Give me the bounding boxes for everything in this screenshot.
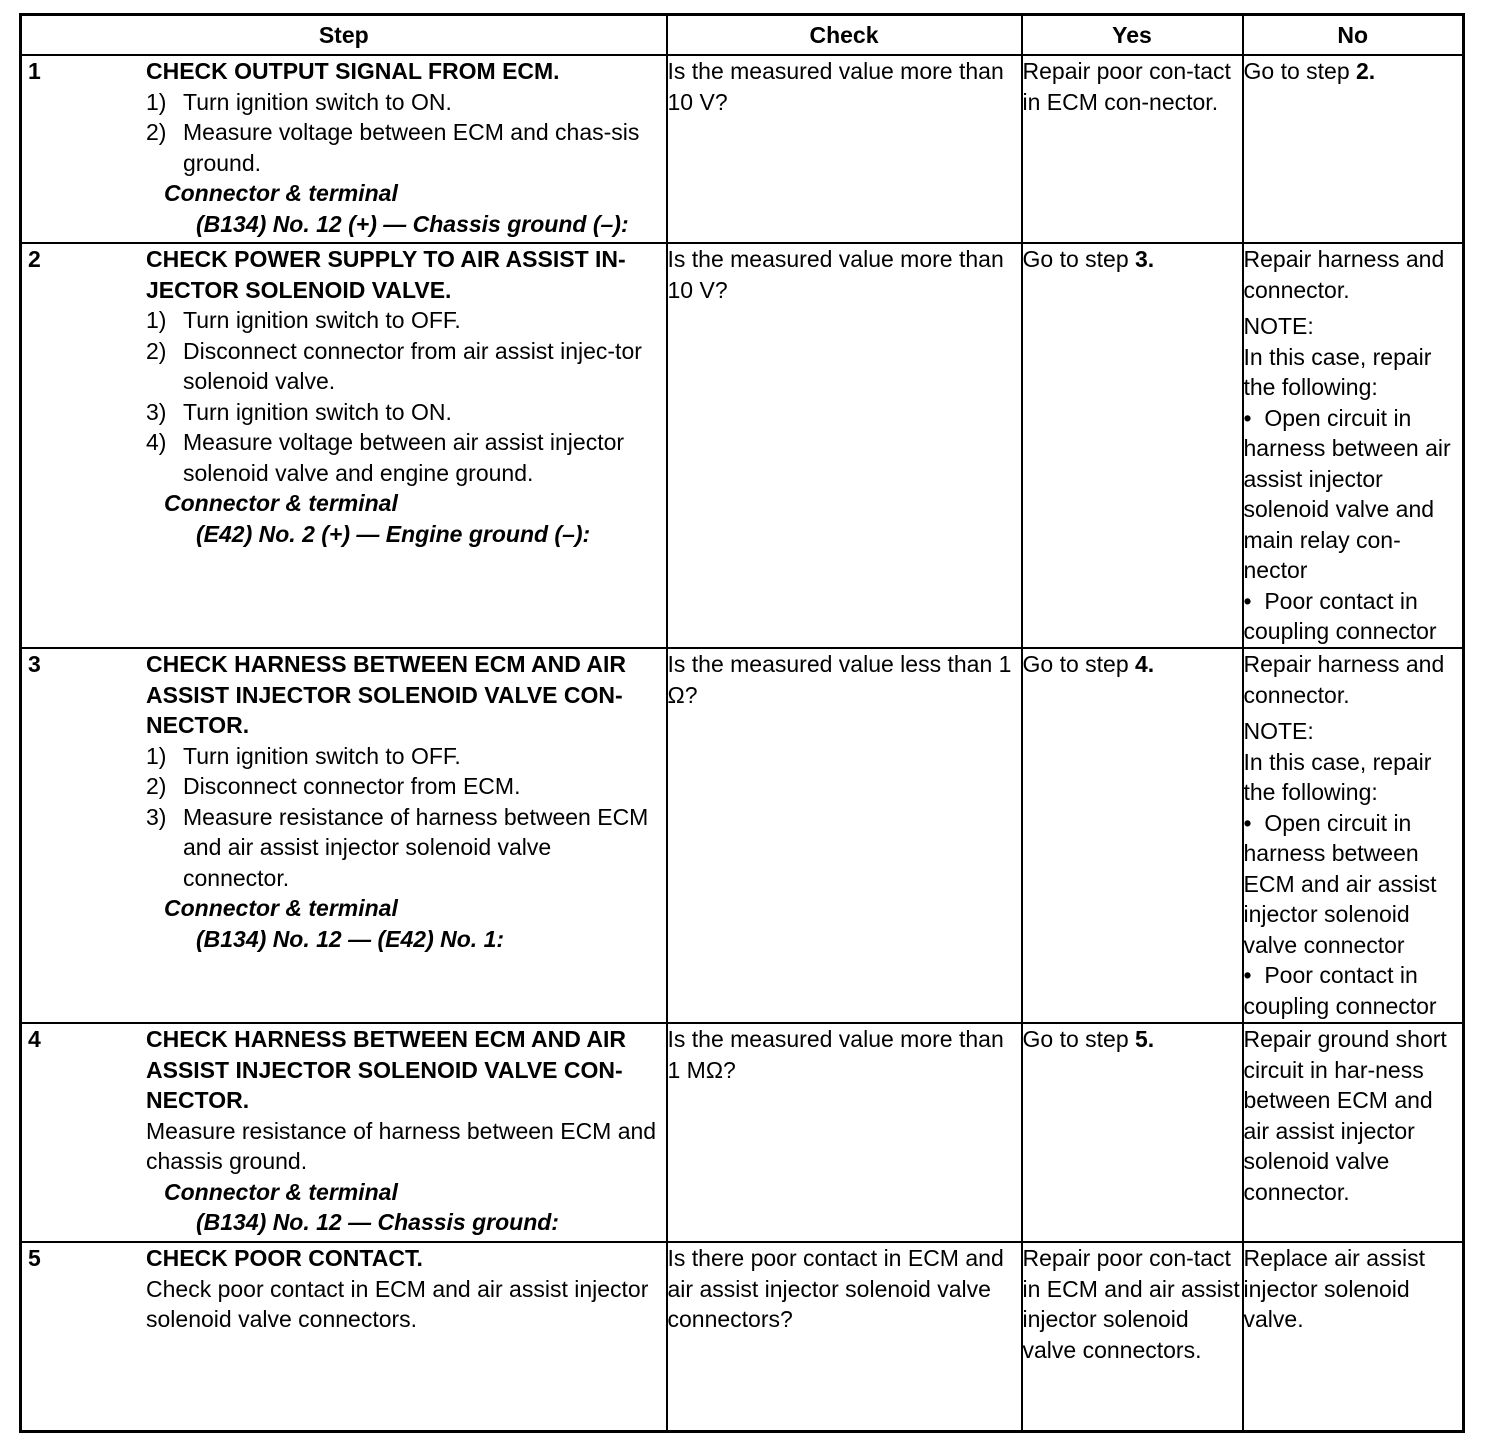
terminal-spec: (E42) No. 2 (+) — Engine ground (–): [196, 520, 591, 547]
step-title: CHECK POOR CONTACT. [146, 1245, 423, 1271]
step-cell [21, 1023, 667, 1242]
connector-label: Connector & terminal [164, 180, 398, 206]
diagnostic-table [19, 13, 1465, 1433]
step-title: CHECK HARNESS BETWEEN ECM AND AIR ASSIST INJECTOR SOLENOID VALVE CON-NECTOR. [146, 1026, 627, 1113]
check-cell: Is the measured value more than 1 MΩ? [667, 1023, 1022, 1242]
terminal-spec: (B134) No. 12 (+) — Chassis ground (–): [196, 210, 629, 237]
bullet-item: • Poor contact in coupling connector [1243, 962, 1437, 1019]
step-cell [21, 55, 667, 243]
step-cell [21, 648, 667, 1023]
header-check: Check [667, 15, 1022, 56]
check-cell: Is the measured value less than 1 Ω? [667, 648, 1022, 1023]
terminal-spec: (B134) No. 12 — Chassis ground: [196, 1209, 559, 1235]
step-number: 3 [28, 651, 41, 677]
check-cell: Is the measured value more than 10 V? [667, 243, 1022, 648]
connector-label: Connector & terminal [164, 895, 398, 921]
list-item: 2) Disconnect connector from air assist injec-tor solenoid valve. [146, 337, 642, 394]
table-row [21, 55, 1464, 243]
check-cell: Is there poor contact in ECM and air assist injector solenoid valve connectors? [667, 1242, 1022, 1431]
step-body: Check poor contact in ECM and air assist injector solenoid valve connectors. [146, 1275, 649, 1332]
list-item: 2) Disconnect connector from ECM. [146, 773, 521, 799]
no-cell: Repair harness and connector. NOTE: In this case, repair the following: • Open circuit in harness between ECM and air assist injector solenoid valve connector • Poor contact in coupling connector [1243, 648, 1464, 1023]
list-item: 3) Measure resistance of harness between ECM and air assist injector solenoid valve connector. [146, 803, 649, 891]
yes-cell: Go to step 3. [1022, 243, 1243, 648]
check-cell: Is the measured value more than 10 V? [667, 55, 1022, 243]
no-cell: Go to step 2. [1243, 55, 1464, 243]
list-item: 3) Turn ignition switch to ON. [146, 398, 452, 425]
table-row [21, 243, 1464, 648]
table-row [21, 648, 1464, 1023]
step-title: CHECK OUTPUT SIGNAL FROM ECM. [146, 58, 560, 84]
list-item: 1) Turn ignition switch to OFF. [146, 742, 461, 769]
connector-label: Connector & terminal [164, 1178, 398, 1205]
header-yes: Yes [1022, 15, 1243, 56]
step-cell [21, 243, 667, 648]
step-number: 4 [28, 1026, 41, 1052]
connector-label: Connector & terminal [164, 490, 398, 516]
list-item: 1) Turn ignition switch to OFF. [146, 307, 461, 333]
bullet-item: • Open circuit in harness between ECM and air assist injector solenoid valve connector [1243, 809, 1437, 958]
table-row [21, 1023, 1464, 1242]
step-number: 2 [28, 246, 41, 272]
header-row [21, 15, 1464, 56]
step-number: 1 [28, 58, 41, 84]
table-row [21, 1242, 1464, 1431]
header-step: Step [21, 15, 667, 56]
yes-cell: Repair poor con-tact in ECM con-nector. [1022, 55, 1243, 243]
step-title: CHECK POWER SUPPLY TO AIR ASSIST IN-JECTOR SOLENOID VALVE. [146, 246, 626, 303]
step-number: 5 [28, 1245, 41, 1271]
step-body: Measure resistance of harness between ECM and chassis ground. [146, 1117, 657, 1174]
list-item: 2) Measure voltage between ECM and chas-sis ground. [146, 119, 640, 176]
note-label: NOTE: [1243, 313, 1314, 339]
step-title: CHECK HARNESS BETWEEN ECM AND AIR ASSIST INJECTOR SOLENOID VALVE CON-NECTOR. [146, 651, 627, 738]
yes-cell: Go to step 4. [1022, 648, 1243, 1023]
no-cell: Repair harness and connector. NOTE: In this case, repair the following: • Open circuit in harness between air assist injector solenoid valve and main relay con-nector • Poor contact in coupling connector [1243, 243, 1464, 648]
yes-cell: Go to step 5. [1022, 1023, 1243, 1242]
bullet-item: • Open circuit in harness between air assist injector solenoid valve and main relay con-nector [1243, 404, 1451, 583]
note-label: NOTE: [1243, 718, 1314, 744]
list-item: 4) Measure voltage between air assist injector solenoid valve and engine ground. [146, 429, 625, 486]
list-item: 1) Turn ignition switch to ON. [146, 88, 452, 115]
header-no: No [1243, 15, 1464, 56]
step-cell [21, 1242, 667, 1431]
no-cell: Replace air assist injector solenoid valve. [1243, 1242, 1464, 1431]
no-cell: Repair ground short circuit in har-ness between ECM and air assist injector solenoid valve connector. [1243, 1023, 1464, 1242]
terminal-spec: (B134) No. 12 — (E42) No. 1: [196, 925, 505, 952]
bullet-item: • Poor contact in coupling connector [1243, 587, 1437, 644]
yes-cell: Repair poor con-tact in ECM and air assist injector solenoid valve connectors. [1022, 1242, 1243, 1431]
